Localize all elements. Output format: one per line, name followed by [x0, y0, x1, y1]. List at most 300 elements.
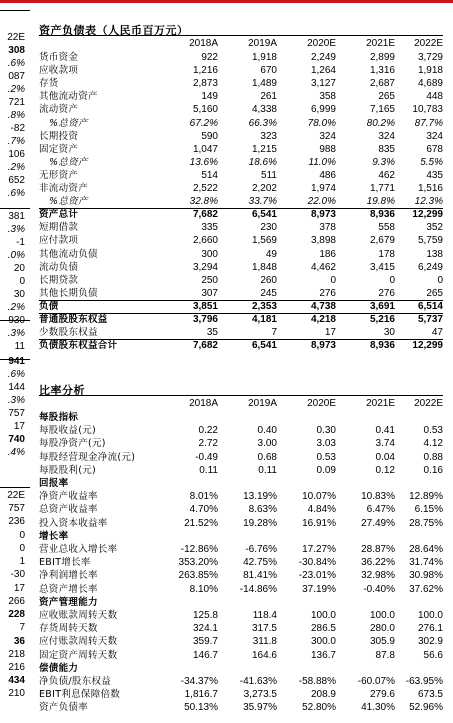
cell-value: 307: [201, 287, 218, 299]
cell-value: 324: [378, 130, 395, 142]
table-row: [39, 91, 443, 103]
cell-value: 19.28%: [243, 517, 277, 529]
year-header: 2019A: [248, 398, 277, 409]
cell-value: 3,127: [310, 78, 336, 90]
table-row: [39, 557, 443, 569]
cell-value: 4.12: [423, 438, 443, 450]
cell-value: 8,936: [369, 209, 395, 221]
left-column-value: 0: [19, 543, 25, 554]
cell-value: 146.7: [192, 649, 218, 661]
row-label: 负债: [39, 300, 59, 312]
cell-value: 12,299: [412, 340, 443, 352]
cell-value: 300.0: [310, 636, 336, 648]
cell-value: 3.00: [257, 438, 277, 450]
cell-value: 17: [324, 327, 336, 339]
row-rule: [39, 208, 443, 209]
cell-value: 3,691: [369, 300, 395, 312]
cell-value: 0.09: [316, 464, 336, 476]
cell-value: 1,047: [192, 143, 218, 155]
left-column-value: 652: [8, 175, 25, 186]
cell-value: 18.6%: [248, 156, 277, 168]
cell-value: 0.53: [316, 451, 336, 463]
cell-value: 317.5: [251, 623, 277, 635]
cell-value: 125.8: [192, 610, 218, 621]
row-label: 净利润增长率: [39, 570, 98, 582]
cell-value: -30.84%: [298, 557, 336, 569]
cell-value: -34.37%: [180, 676, 218, 687]
cell-value: 261: [260, 91, 277, 103]
cell-value: 10,783: [412, 104, 443, 116]
left-column-value: 210: [8, 688, 25, 699]
cell-value: 263.85%: [178, 570, 218, 582]
cell-value: 302.9: [417, 636, 443, 648]
cell-value: 208.9: [310, 689, 336, 701]
cell-value: 12.3%: [414, 196, 443, 208]
table-row: [39, 144, 443, 156]
cell-value: 922: [201, 52, 218, 63]
cell-value: 265: [426, 287, 443, 299]
cell-value: 6,249: [417, 261, 443, 273]
ratio_analysis-year-header: [39, 398, 443, 410]
table-row: [39, 262, 443, 274]
cell-value: 4,462: [310, 261, 336, 273]
cell-value: 2,679: [369, 235, 395, 247]
cell-value: 41.30%: [361, 702, 395, 714]
cell-value: 678: [426, 143, 443, 155]
row-label: 非流动资产: [39, 183, 89, 194]
left-column-value: 266: [8, 596, 25, 607]
table-row: [39, 183, 443, 195]
cell-value: 78.0%: [307, 117, 336, 129]
left-column-value: .2%: [7, 302, 25, 313]
row-label: 存货周转天数: [39, 623, 98, 635]
cell-value: 279.6: [369, 689, 395, 701]
cell-value: 136.7: [310, 649, 336, 661]
left-column-value: .6%: [7, 188, 25, 199]
left-clipped-column: [0, 0, 30, 723]
cell-value: 149: [201, 91, 218, 103]
row-label: %总资产: [49, 156, 88, 168]
cell-value: 4,738: [310, 300, 336, 312]
cell-value: -58.88%: [298, 676, 336, 687]
table-row: [39, 650, 443, 662]
table-row: [39, 425, 443, 437]
cell-value: 352: [426, 222, 443, 234]
table-row: [39, 249, 443, 261]
table-row: [39, 663, 443, 675]
year-header: 2018A: [189, 38, 218, 49]
cell-value: -12.86%: [180, 544, 218, 555]
table-row: [39, 209, 443, 221]
cell-value: 5,759: [417, 235, 443, 247]
row-label: 负债股东权益合计: [39, 340, 118, 352]
cell-value: 4,338: [251, 104, 277, 116]
cell-value: 100.0: [417, 610, 443, 621]
cell-value: 118.4: [252, 610, 277, 621]
cell-value: 87.8: [375, 649, 395, 661]
left-column-value: .2%: [7, 84, 25, 95]
row-label: 应收账款周转天数: [39, 610, 118, 621]
cell-value: 5.5%: [420, 156, 443, 168]
left-column-value: 740: [8, 434, 25, 445]
cell-value: 435: [426, 169, 443, 181]
cell-value: 3,294: [192, 261, 218, 273]
cell-value: 276: [378, 287, 395, 299]
left-column-value: .0%: [7, 250, 25, 261]
year-header: 2020E: [307, 398, 336, 409]
cell-value: 1,918: [251, 52, 277, 63]
cell-value: 462: [378, 169, 395, 181]
left-column-value: 757: [8, 503, 25, 514]
row-label: 每股净资产(元): [39, 438, 106, 450]
row-label: 普通股股东权益: [39, 314, 108, 325]
cell-value: 0.88: [423, 451, 443, 463]
table-row: [39, 452, 443, 464]
left-column-value: 0: [19, 530, 25, 541]
cell-value: 323: [260, 130, 277, 142]
table-row: [39, 131, 443, 143]
cell-value: 0.12: [375, 464, 395, 476]
left-column-value: 941: [8, 356, 25, 367]
left-column-value: 434: [8, 675, 25, 686]
cell-value: 28.87%: [361, 544, 395, 555]
cell-value: 590: [201, 130, 218, 142]
left-column-value: 0: [19, 276, 25, 287]
cell-value: 359.7: [192, 636, 218, 648]
cell-value: 245: [260, 287, 277, 299]
left-column-value: 17: [13, 583, 25, 594]
cell-value: 186: [319, 248, 336, 260]
table-row: [39, 222, 443, 234]
cell-value: 52.96%: [409, 702, 443, 714]
cell-value: 81.41%: [243, 570, 277, 582]
title-rule: [39, 395, 443, 396]
cell-value: 67.2%: [189, 117, 218, 129]
left-column-rule: [0, 320, 30, 321]
row-label: 长期贷款: [39, 274, 79, 286]
cell-value: 3,273.5: [243, 689, 277, 701]
cell-value: 0.04: [375, 451, 395, 463]
cell-value: 1,848: [251, 261, 277, 273]
cell-value: 32.8%: [189, 196, 218, 208]
cell-value: 4.70%: [189, 504, 218, 516]
table-row: [39, 118, 443, 130]
cell-value: 6,541: [251, 340, 277, 352]
cell-value: 0.30: [316, 425, 336, 437]
cell-value: 100.0: [310, 610, 336, 621]
cell-value: 835: [378, 143, 395, 155]
cell-value: 1,816.7: [184, 689, 218, 701]
cell-value: 280.0: [369, 623, 395, 635]
cell-value: 0.41: [375, 425, 395, 437]
left-column-value: 22E: [7, 32, 25, 43]
cell-value: 31.74%: [409, 557, 443, 569]
left-column-value: .8%: [7, 110, 25, 121]
left-column-value: -82: [10, 123, 25, 134]
balance_sheet-title: 资产负债表（人民币百万元）: [39, 25, 189, 37]
left-column-value: .7%: [7, 136, 25, 147]
cell-value: 27.49%: [361, 517, 395, 529]
cell-value: 558: [378, 222, 395, 234]
left-column-value: .4%: [7, 447, 25, 458]
left-column-rule: [0, 10, 30, 11]
cell-value: 6.15%: [414, 504, 443, 516]
cell-value: 1,489: [251, 78, 277, 90]
table-row: [39, 478, 443, 490]
row-label: 资产管理能力: [39, 596, 98, 608]
row-label: 流动资产: [39, 104, 79, 116]
cell-value: 988: [319, 143, 336, 155]
left-column-rule: [0, 208, 30, 209]
table-row: [39, 518, 443, 530]
cell-value: 11.0%: [308, 156, 336, 168]
cell-value: 178: [378, 248, 395, 260]
cell-value: 28.64%: [409, 544, 443, 555]
table-row: [39, 584, 443, 596]
row-label: 每股收益(元): [39, 425, 97, 437]
left-column-value: .3%: [7, 224, 25, 235]
table-row: [39, 702, 443, 714]
cell-value: 311.8: [252, 636, 277, 648]
table-row: [39, 623, 443, 635]
cell-value: 448: [426, 91, 443, 103]
year-header: 2021E: [366, 398, 395, 409]
cell-value: 35.97%: [243, 702, 277, 714]
cell-value: 3.74: [375, 438, 395, 450]
cell-value: 2,202: [251, 183, 277, 194]
cell-value: 670: [260, 65, 277, 77]
row-label: 长期投资: [39, 130, 79, 142]
table-row: [39, 235, 443, 247]
table-row: [39, 610, 443, 622]
cell-value: 7,682: [192, 340, 218, 352]
table-row: [39, 504, 443, 516]
cell-value: 335: [201, 222, 218, 234]
left-column-value: -1: [16, 237, 25, 248]
cell-value: 36.22%: [361, 557, 395, 569]
cell-value: 0.22: [198, 425, 218, 437]
cell-value: 16.91%: [302, 517, 336, 529]
cell-value: 3,796: [192, 314, 218, 325]
cell-value: 17.27%: [302, 544, 336, 555]
cell-value: 5,216: [369, 314, 395, 325]
cell-value: 22.0%: [307, 196, 336, 208]
row-label: 短期借款: [39, 222, 79, 234]
cell-value: 10.07%: [302, 491, 336, 503]
row-label: 偿债能力: [39, 662, 79, 674]
cell-value: 2,687: [369, 78, 395, 90]
left-column-value: 381: [8, 211, 25, 222]
cell-value: 4,181: [251, 314, 277, 325]
table-row: [39, 104, 443, 116]
row-label: 回报率: [39, 478, 69, 489]
table-row: [39, 275, 443, 287]
table-row: [39, 531, 443, 543]
left-column-value: .6%: [7, 58, 25, 69]
row-label: 固定资产周转天数: [39, 649, 118, 661]
row-label: 应付账款周转天数: [39, 636, 118, 648]
left-column-value: 106: [8, 149, 25, 160]
cell-value: 1,264: [310, 65, 336, 77]
left-column-value: 308: [8, 45, 25, 56]
cell-value: 0: [389, 274, 395, 286]
table-row: [39, 52, 443, 64]
row-label: 资产负债率: [39, 702, 89, 714]
cell-value: 8.63%: [248, 504, 277, 516]
cell-value: 50.13%: [184, 702, 218, 714]
cell-value: 37.62%: [409, 583, 443, 595]
row-rule: [39, 300, 443, 301]
row-label: 其他长期负债: [39, 287, 98, 299]
cell-value: -41.63%: [239, 676, 277, 687]
cell-value: 3.03: [316, 438, 336, 450]
left-column-value: 30: [13, 289, 25, 300]
table-row: [39, 597, 443, 609]
cell-value: 12.89%: [409, 491, 443, 503]
left-column-value: 144: [8, 382, 25, 393]
cell-value: 10.83%: [361, 491, 395, 503]
cell-value: 37.19%: [302, 583, 336, 595]
cell-value: -63.95%: [405, 676, 443, 687]
row-label: 其他流动资产: [39, 91, 98, 103]
row-label: %总资产: [49, 196, 88, 208]
row-label: 总资产增长率: [39, 583, 98, 595]
row-label: 无形资产: [39, 169, 79, 181]
cell-value: 56.6: [423, 649, 443, 661]
table-row: [39, 340, 443, 352]
left-column-value: 22E: [7, 490, 25, 501]
cell-value: 1,215: [251, 143, 277, 155]
left-column-value: 20: [13, 263, 25, 274]
row-label: 应收款项: [39, 65, 79, 77]
table-row: [39, 288, 443, 300]
row-label: 总资产收益率: [39, 504, 98, 516]
cell-value: 2,660: [192, 235, 218, 247]
cell-value: 673.5: [417, 689, 443, 701]
cell-value: 1,216: [192, 65, 218, 77]
table-row: [39, 78, 443, 90]
cell-value: 13.19%: [243, 491, 277, 503]
row-label: 每股股利(元): [39, 464, 97, 476]
year-header: 2019A: [248, 38, 277, 49]
table-row: [39, 157, 443, 169]
cell-value: 2,522: [192, 183, 218, 194]
cell-value: -60.07%: [357, 676, 395, 687]
cell-value: 3,851: [192, 300, 218, 312]
table-row: [39, 544, 443, 556]
left-column-rule: [0, 359, 30, 360]
cell-value: 66.3%: [248, 117, 277, 129]
cell-value: 276: [319, 287, 336, 299]
cell-value: 49: [265, 248, 277, 260]
row-label: 流动负债: [39, 261, 79, 273]
cell-value: 0.11: [199, 464, 218, 476]
cell-value: 3,415: [369, 261, 395, 273]
row-label: 其他流动负债: [39, 248, 98, 260]
cell-value: 8.10%: [189, 583, 218, 595]
balance_sheet-year-header: [39, 38, 443, 50]
cell-value: 0.68: [257, 451, 277, 463]
table-row: [39, 676, 443, 688]
cell-value: 4,218: [310, 314, 336, 325]
year-header: 2020E: [307, 38, 336, 49]
left-column-value: 218: [8, 649, 25, 660]
cell-value: 2.72: [198, 438, 218, 450]
cell-value: 4,689: [417, 78, 443, 90]
cell-value: 358: [319, 91, 336, 103]
cell-value: 28.75%: [409, 517, 443, 529]
cell-value: 276.1: [417, 623, 443, 635]
cell-value: 52.80%: [302, 702, 336, 714]
cell-value: 42.75%: [243, 557, 277, 569]
row-label: 应付款项: [39, 235, 79, 247]
cell-value: 6,999: [310, 104, 336, 116]
row-label: 增长率: [39, 530, 69, 542]
row-label: 净资产收益率: [39, 491, 98, 503]
left-column-value: .3%: [7, 395, 25, 406]
left-column-value: 216: [8, 662, 25, 673]
cell-value: 3,898: [310, 235, 336, 247]
cell-value: 138: [426, 248, 443, 260]
cell-value: 4.84%: [307, 504, 336, 516]
cell-value: -0.40%: [363, 583, 395, 595]
left-column-value: -30: [10, 569, 25, 580]
year-header: 2018A: [189, 398, 218, 409]
cell-value: 511: [261, 169, 277, 181]
cell-value: 1,516: [417, 183, 443, 194]
cell-value: 5,737: [417, 314, 443, 325]
cell-value: 47: [431, 327, 443, 339]
top-accent-line: [0, 0, 453, 3]
cell-value: 250: [201, 274, 218, 286]
table-row: [39, 327, 443, 339]
cell-value: 2,249: [310, 52, 336, 63]
table-row: [39, 314, 443, 326]
cell-value: 324.1: [192, 623, 218, 635]
cell-value: 3,729: [417, 52, 443, 63]
cell-value: 13.6%: [189, 156, 218, 168]
cell-value: 2,353: [251, 300, 277, 312]
left-column-value: 721: [8, 97, 25, 108]
cell-value: 6,541: [251, 209, 277, 221]
row-label: EBIT利息保障倍数: [39, 689, 121, 701]
cell-value: 300: [201, 248, 218, 260]
cell-value: 35: [206, 327, 218, 339]
cell-value: 6.47%: [366, 504, 395, 516]
cell-value: 19.8%: [366, 196, 395, 208]
row-label: 营业总收入增长率: [39, 544, 118, 555]
year-header: 2022E: [414, 398, 443, 409]
left-column-value: .2%: [7, 162, 25, 173]
table-row: [39, 570, 443, 582]
cell-value: 7: [271, 327, 277, 339]
left-column-value: .6%: [7, 369, 25, 380]
row-label: EBIT增长率: [39, 557, 91, 569]
cell-value: 1,974: [310, 183, 336, 194]
cell-value: 100.0: [369, 610, 395, 621]
cell-value: 260: [260, 274, 277, 286]
table-row: [39, 465, 443, 477]
row-rule: [39, 339, 443, 340]
cell-value: 2,899: [369, 52, 395, 63]
cell-value: 0.16: [423, 464, 443, 476]
left-column-value: 930: [8, 315, 25, 326]
cell-value: 486: [319, 169, 336, 181]
cell-value: 9.3%: [372, 156, 395, 168]
cell-value: -0.49: [195, 451, 218, 463]
cell-value: 8,936: [369, 340, 395, 352]
table-row: [39, 412, 443, 424]
